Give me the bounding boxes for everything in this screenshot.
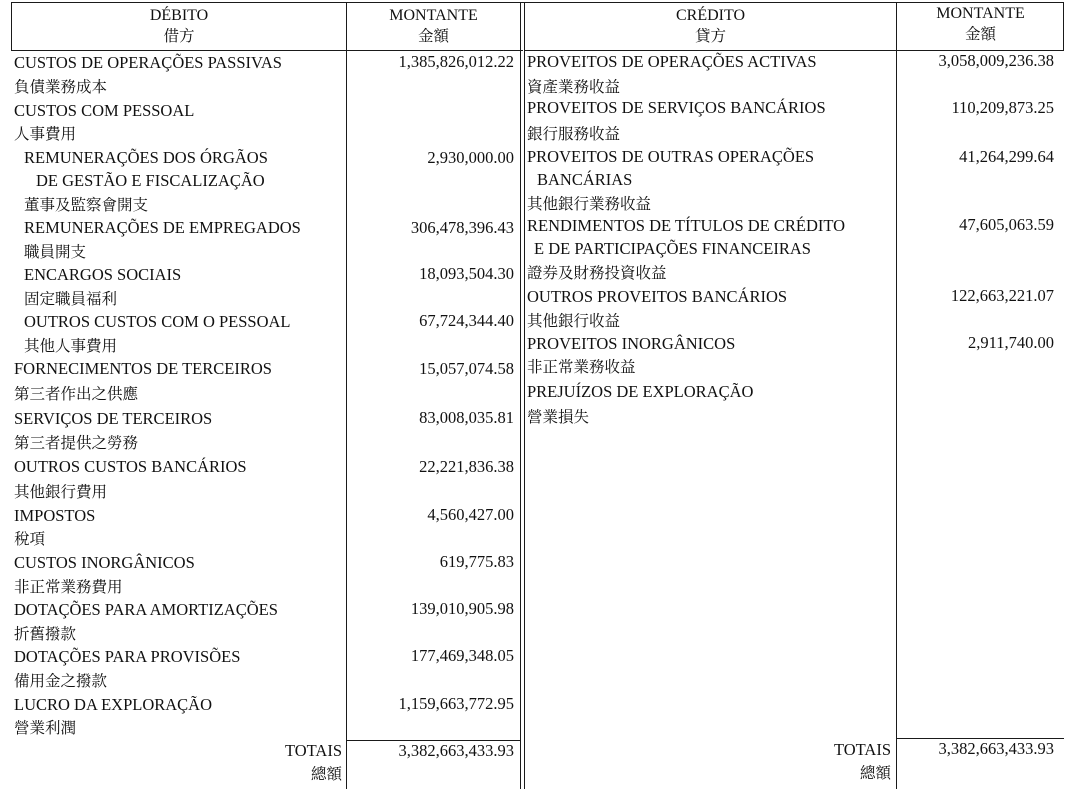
credit-item-label-zh: 其他銀行收益: [527, 312, 621, 330]
debit-item-amount: 306,478,396.43: [410, 218, 514, 237]
debit-item-label: DOTAÇÕES PARA AMORTIZAÇÕES: [14, 600, 278, 619]
debit-item-label: DOTAÇÕES PARA PROVISÕES: [14, 647, 241, 666]
debit-item-amount: 1,159,663,772.95: [398, 694, 514, 713]
debit-item-label: OUTROS CUSTOS COM O PESSOAL: [24, 312, 291, 331]
debit-item-label-zh: 第三者作出之供應: [14, 385, 139, 403]
credit-item-amount: 110,209,873.25: [951, 98, 1054, 117]
debit-item-label: CUSTOS COM PESSOAL: [14, 101, 195, 120]
debit-credit-divider-b: [524, 2, 525, 789]
credit-item-label: OUTROS PROVEITOS BANCÁRIOS: [527, 287, 788, 306]
credit-amount-divider: [896, 2, 897, 789]
credit-item-label-zh: 其他銀行業務收益: [527, 195, 652, 213]
credit-item-label-zh: 資產業務收益: [527, 78, 621, 96]
credit-item-label-cont: BANCÁRIAS: [537, 170, 633, 189]
credit-item-amount: 3,058,009,236.38: [938, 51, 1054, 70]
debit-item-amount: 83,008,035.81: [419, 408, 514, 427]
credit-header-pt: CRÉDITO: [675, 7, 746, 24]
credit-item-label-zh: 證券及財務投資收益: [527, 264, 667, 282]
credit-item-label: PROVEITOS INORGÂNICOS: [527, 334, 736, 353]
debit-item-amount: 22,221,836.38: [419, 457, 514, 476]
credit-item-amount: 47,605,063.59: [959, 215, 1054, 234]
debit-item-label: OUTROS CUSTOS BANCÁRIOS: [14, 457, 247, 476]
credit-amount-header-pt: MONTANTE: [936, 5, 1025, 22]
credit-item-label: PREJUÍZOS DE EXPLORAÇÃO: [527, 382, 754, 401]
credit-item-label: PROVEITOS DE OUTRAS OPERAÇÕES: [527, 147, 815, 166]
credit-item-label: PROVEITOS DE SERVIÇOS BANCÁRIOS: [527, 98, 826, 117]
debit-item-amount: 18,093,504.30: [419, 264, 514, 283]
debit-item-amount: 1,385,826,012.22: [398, 52, 514, 71]
debit-total-amount: 3,382,663,433.93: [398, 741, 514, 760]
debit-item-label-zh: 第三者提供之勞務: [14, 434, 139, 452]
debit-item-label: CUSTOS DE OPERAÇÕES PASSIVAS: [14, 53, 282, 72]
debit-item-label: LUCRO DA EXPLORAÇÃO: [14, 695, 213, 714]
debit-item-label-zh: 職員開支: [24, 243, 87, 261]
table-border-top: [11, 2, 1064, 3]
credit-header-zh: 貸方: [694, 27, 726, 45]
credit-item-label-zh: 銀行服務收益: [527, 125, 621, 143]
credit-item-amount: 41,264,299.64: [959, 147, 1054, 166]
debit-item-label-zh: 董事及監察會開支: [24, 196, 149, 214]
debit-item-label-zh: 營業利潤: [14, 719, 77, 737]
debit-total-label-zh: 總額: [310, 765, 342, 783]
credit-item-label-cont: E DE PARTICIPAÇÕES FINANCEIRAS: [534, 239, 811, 258]
debit-item-label-zh: 其他人事費用: [24, 337, 118, 355]
debit-item-label: FORNECIMENTOS DE TERCEIROS: [14, 359, 272, 378]
credit-item-amount: 2,911,740.00: [967, 333, 1054, 352]
header-divider-left: [11, 50, 523, 51]
debit-item-label-zh: 人事費用: [14, 125, 77, 143]
credit-item-label: PROVEITOS DE OPERAÇÕES ACTIVAS: [527, 52, 817, 71]
debit-item-label: SERVIÇOS DE TERCEIROS: [14, 409, 213, 428]
debit-item-label: CUSTOS INORGÂNICOS: [14, 553, 195, 572]
debit-item-amount: 139,010,905.98: [410, 599, 514, 618]
debit-amount-header-pt: MONTANTE: [389, 7, 478, 24]
debit-total-label: TOTAIS: [284, 741, 342, 760]
debit-item-label: IMPOSTOS: [14, 506, 96, 525]
credit-total-label: TOTAIS: [833, 740, 891, 759]
credit-total-amount: 3,382,663,433.93: [938, 739, 1054, 758]
debit-item-label-zh: 折舊撥款: [14, 625, 77, 643]
debit-item-label: ENCARGOS SOCIAIS: [24, 265, 182, 284]
debit-item-label-zh: 固定職員福利: [24, 290, 118, 308]
debit-header-zh: 借方: [163, 27, 195, 45]
credit-amount-header-zh: 金額: [964, 25, 996, 43]
debit-item-amount: 67,724,344.40: [419, 311, 514, 330]
debit-header-pt: DÉBITO: [149, 7, 209, 24]
debit-credit-divider-a: [520, 2, 521, 789]
debit-amount-divider: [346, 2, 347, 789]
credit-item-label: RENDIMENTOS DE TÍTULOS DE CRÉDITO: [527, 216, 846, 235]
debit-item-amount: 15,057,074.58: [419, 359, 514, 378]
debit-item-amount: 2,930,000.00: [427, 148, 514, 167]
debit-item-label-zh: 非正常業務費用: [14, 578, 123, 596]
credit-item-amount: 122,663,221.07: [950, 286, 1054, 305]
debit-item-label-cont: DE GESTÃO E FISCALIZAÇÃO: [36, 171, 265, 190]
debit-item-label: REMUNERAÇÕES DOS ÓRGÃOS: [24, 148, 268, 167]
debit-amount-header-zh: 金額: [417, 27, 449, 45]
credit-total-label-zh: 總額: [859, 764, 891, 782]
debit-item-label: REMUNERAÇÕES DE EMPREGADOS: [24, 218, 301, 237]
credit-item-label-zh: 非正常業務收益: [527, 358, 636, 376]
credit-item-label-zh: 營業損失: [527, 408, 590, 426]
debit-item-amount: 619,775.83: [439, 552, 514, 571]
debit-item-amount: 4,560,427.00: [427, 505, 514, 524]
debit-item-label-zh: 稅項: [14, 530, 46, 548]
debit-item-amount: 177,469,348.05: [410, 646, 514, 665]
debit-item-label-zh: 其他銀行費用: [14, 483, 108, 501]
debit-item-label-zh: 負債業務成本: [14, 78, 108, 96]
debit-item-label-zh: 備用金之撥款: [14, 672, 108, 690]
